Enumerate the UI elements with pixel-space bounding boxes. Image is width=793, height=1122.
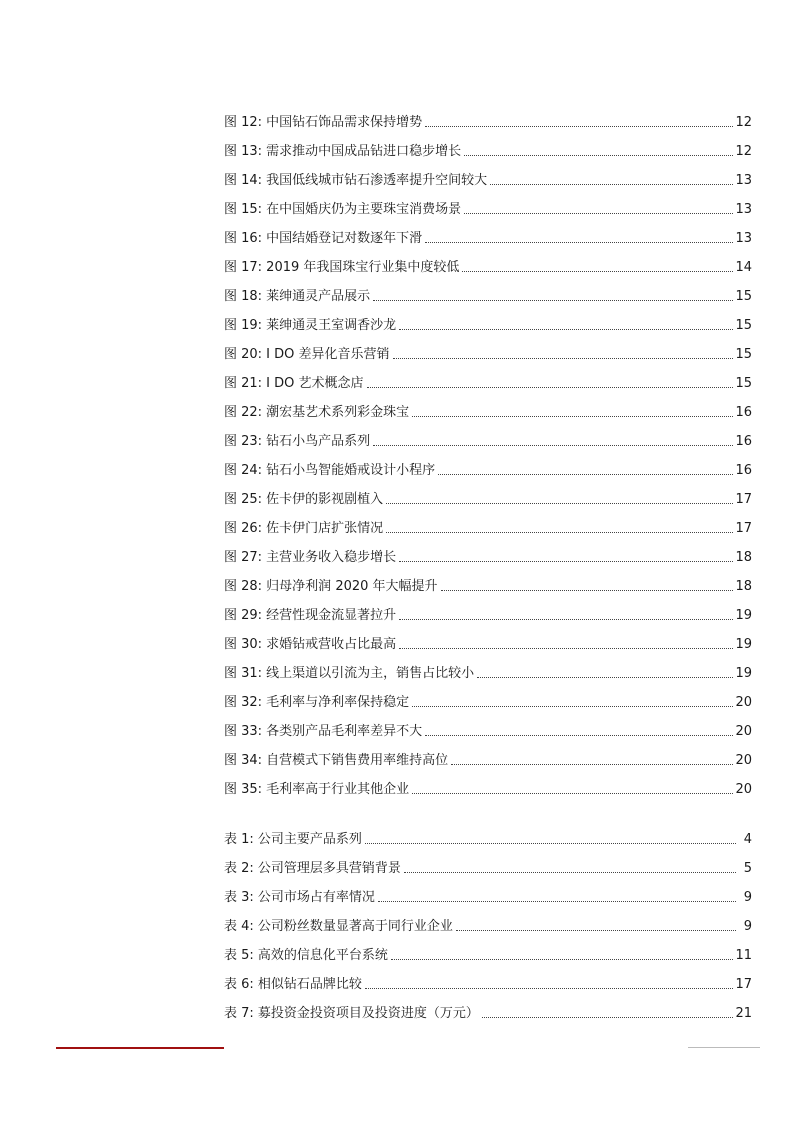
figure-entry-page: 18 [735,579,752,594]
figure-entry-label: 图 29: 经营性现金流显著拉升 [224,608,397,623]
figure-entry[interactable] [224,624,752,653]
figure-entry-page: 18 [735,550,752,565]
figure-entry-label: 图 17: 2019 年我国珠宝行业集中度较低 [224,260,460,275]
dot-leader [399,619,733,620]
table-entry-label: 表 1: 公司主要产品系列 [224,832,362,847]
footer-rule-right [688,1047,760,1048]
figure-entry-page: 16 [735,405,752,420]
figure-entry-label: 图 31: 线上渠道以引流为主，销售占比较小 [224,666,475,681]
figure-entry[interactable] [224,421,752,450]
figure-entry-page: 20 [735,695,752,710]
figure-entry-page: 12 [735,144,752,159]
figure-entry-label: 图 25: 佐卡伊的影视剧植入 [224,492,384,507]
figure-entry-label: 图 33: 各类别产品毛利率差异不大 [224,724,423,739]
dot-leader [391,959,734,960]
dot-leader [482,1017,734,1018]
figure-entry[interactable] [224,305,752,334]
table-entry-page: 11 [735,948,752,963]
dot-leader [404,872,736,873]
figure-entry-label: 图 26: 佐卡伊门店扩张情况 [224,521,384,536]
dot-leader [386,532,733,533]
dot-leader [490,184,733,185]
figure-entry-page: 19 [735,666,752,681]
table-entry-label: 表 3: 公司市场占有率情况 [224,890,375,905]
figure-entry-page: 13 [735,173,752,188]
figure-entry[interactable] [224,711,752,740]
table-entry-page: 9 [743,890,752,905]
figure-entry[interactable] [224,276,752,305]
figure-entry-page: 15 [735,376,752,391]
dot-leader [412,416,733,417]
figure-entry-label: 图 30: 求婚钻戒营收占比最高 [224,637,397,652]
table-entry[interactable] [224,935,752,964]
table-entry[interactable] [224,877,752,906]
table-entry-label: 表 6: 相似钻石品牌比较 [224,977,362,992]
figure-entry-label: 图 16: 中国结婚登记对数逐年下滑 [224,231,423,246]
dot-leader [365,988,734,989]
figure-entry[interactable] [224,450,752,479]
dot-leader [438,474,733,475]
figure-entry-label: 图 23: 钻石小鸟产品系列 [224,434,371,449]
table-entry-page: 21 [735,1006,752,1021]
figure-entry-page: 15 [735,318,752,333]
figure-entry-label: 图 18: 莱绅通灵产品展示 [224,289,371,304]
dot-leader [464,155,733,156]
figure-entry-label: 图 35: 毛利率高于行业其他企业 [224,782,410,797]
figure-entry-page: 20 [735,782,752,797]
figure-entry-label: 图 20: I DO 差异化音乐营销 [224,347,390,362]
figure-entry[interactable] [224,769,752,798]
figure-entry-page: 19 [735,637,752,652]
dot-leader [412,793,733,794]
dot-leader [393,358,734,359]
figure-entry[interactable] [224,595,752,624]
table-entry-page: 5 [743,861,752,876]
figure-entry[interactable] [224,247,752,276]
figure-entry[interactable] [224,334,752,363]
figure-entry[interactable] [224,537,752,566]
figure-entry-page: 17 [735,492,752,507]
table-entry-label: 表 4: 公司粉丝数量显著高于同行业企业 [224,919,453,934]
figure-entry-page: 15 [735,289,752,304]
dot-leader [412,706,733,707]
table-entry[interactable] [224,964,752,993]
dot-leader [464,213,733,214]
figure-entry-page: 17 [735,521,752,536]
figure-entry[interactable] [224,189,752,218]
dot-leader [373,300,733,301]
dot-leader [399,329,733,330]
figure-entry-page: 20 [735,724,752,739]
figure-entry-page: 19 [735,608,752,623]
dot-leader [425,735,733,736]
dot-leader [386,503,733,504]
table-entry[interactable] [224,906,752,935]
dot-leader [425,242,733,243]
figure-entry-page: 13 [735,231,752,246]
figure-entry-label: 图 15: 在中国婚庆仍为主要珠宝消费场景 [224,202,462,217]
figure-entry-label: 图 32: 毛利率与净利率保持稳定 [224,695,410,710]
figure-entry-page: 12 [735,115,752,130]
dot-leader [441,590,734,591]
figure-entry-label: 图 21: I DO 艺术概念店 [224,376,364,391]
figure-entry[interactable] [224,566,752,595]
figure-entry[interactable] [224,479,752,508]
figure-entry-page: 14 [735,260,752,275]
dot-leader [456,930,736,931]
table-entry-page: 17 [735,977,752,992]
dot-leader [425,126,733,127]
dot-leader [378,901,736,902]
dot-leader [399,561,733,562]
figure-entry-label: 图 12: 中国钻石饰品需求保持增势 [224,115,423,130]
dot-leader [462,271,733,272]
figure-entry[interactable] [224,682,752,711]
figure-entry-label: 图 34: 自营模式下销售费用率维持高位 [224,753,449,768]
figure-entry-label: 图 13: 需求推动中国成品钻进口稳步增长 [224,144,462,159]
figure-entry[interactable] [224,131,752,160]
dot-leader [477,677,733,678]
table-entry-label: 表 7: 募投资金投资项目及投资进度（万元） [224,1006,479,1021]
dot-leader [373,445,733,446]
figure-entry-page: 20 [735,753,752,768]
footer-rule-left [56,1047,224,1049]
figure-entry-page: 16 [735,434,752,449]
figure-entry-page: 15 [735,347,752,362]
dot-leader [451,764,733,765]
figure-entry[interactable] [224,508,752,537]
dot-leader [399,648,733,649]
table-list [224,819,752,1022]
figure-entry-label: 图 27: 主营业务收入稳步增长 [224,550,397,565]
table-entry-label: 表 2: 公司管理层多具营销背景 [224,861,401,876]
table-entry[interactable] [224,819,752,848]
table-entry-label: 表 5: 高效的信息化平台系统 [224,948,388,963]
figure-entry-label: 图 19: 莱绅通灵王室调香沙龙 [224,318,397,333]
dot-leader [365,843,736,844]
figure-entry-page: 13 [735,202,752,217]
table-entry[interactable] [224,993,752,1022]
figure-entry[interactable] [224,102,752,131]
table-entry-page: 9 [743,919,752,934]
dot-leader [367,387,734,388]
figure-entry[interactable] [224,653,752,682]
figure-entry[interactable] [224,363,752,392]
figure-entry[interactable] [224,392,752,421]
figure-entry[interactable] [224,218,752,247]
figure-entry-label: 图 14: 我国低线城市钻石渗透率提升空间较大 [224,173,488,188]
figure-entry-label: 图 28: 归母净利润 2020 年大幅提升 [224,579,438,594]
figure-list [224,102,752,798]
figure-entry[interactable] [224,160,752,189]
table-entry[interactable] [224,848,752,877]
figure-entry-page: 16 [735,463,752,478]
figure-entry-label: 图 22: 潮宏基艺术系列彩金珠宝 [224,405,410,420]
figure-entry-label: 图 24: 钻石小鸟智能婚戒设计小程序 [224,463,436,478]
table-entry-page: 4 [743,832,752,847]
figure-entry[interactable] [224,740,752,769]
